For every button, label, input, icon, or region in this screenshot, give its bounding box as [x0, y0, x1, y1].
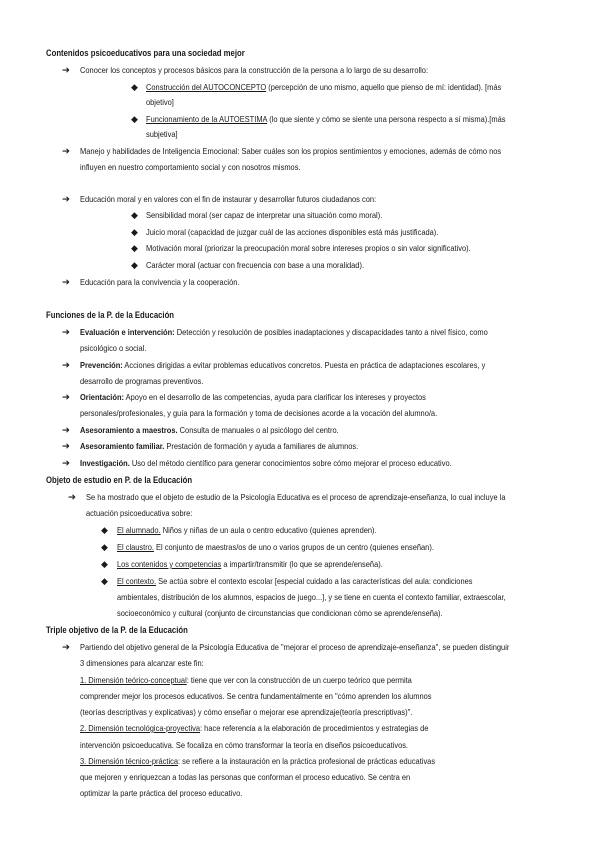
sub-bullet-text [117, 525, 377, 536]
bullet-text [80, 327, 488, 338]
dimension-text: comprender mejor los procesos educativos. Se centra fundamentalmente en "cómo aprenden los alumnos [80, 691, 432, 701]
dimension-text: (teorías descriptivas y explicativas) y cómo enseñar o mejorar ese aprendizaje(teoría prescriptivas)". [80, 707, 413, 717]
term: 3. Dimensión técnico-práctica [80, 756, 178, 766]
text: Consulta de manuales o al psicólogo del centro. [177, 425, 339, 435]
bullet-text [80, 360, 485, 371]
sub-bullet-text: objetivo] [146, 97, 174, 107]
arrow-bullet-icon: ➔ [62, 146, 70, 157]
bullet-text [80, 392, 426, 403]
text: (percepción de uno mismo, aquello que pienso de mí: identidad). [más [266, 82, 502, 92]
arrow-bullet-icon: ➔ [62, 327, 70, 338]
arrow-bullet-icon: ➔ [62, 392, 70, 403]
sub-bullet-text [146, 114, 505, 125]
diamond-bullet-icon: ◆ [101, 542, 108, 552]
bullet-text: desarrollo de programas preventivos. [80, 376, 204, 386]
term: Asesoramiento a maestros. [80, 425, 178, 435]
arrow-bullet-icon: ➔ [62, 441, 70, 452]
dimension-text [80, 723, 428, 734]
text: El conjunto de maestras/os de uno o varios grupos de un centro (quienes enseñan). [153, 542, 434, 552]
dimension-text [80, 675, 412, 686]
bullet-text: Manejo y habilidades de Inteligencia Emocional: Saber cuáles son los propios sentimientos y emociones, además de cómo nos [80, 146, 502, 156]
term: Evaluación e intervención: [80, 327, 175, 337]
arrow-bullet-icon: ➔ [68, 492, 76, 503]
sub-bullet-text: Carácter moral (actuar con frecuencia con base a una moralidad). [146, 260, 365, 270]
text: Acciones dirigidas a evitar problemas educativos concretos. Puesta en práctica de adaptaciones escolares, y [122, 360, 486, 370]
text: Niños y niñas de un aula o centro educativo (quienes aprenden). [160, 525, 377, 535]
bullet-text: Educación para la convivencia y la cooperación. [80, 277, 240, 287]
section-heading-funciones: Funciones de la P. de la Educación [46, 310, 175, 320]
bullet-text: personales/profesionales, y guía para la formación y toma de decisiones acorde a la vocación del alumno/a. [80, 408, 438, 418]
term: Investigación. [80, 458, 130, 468]
bullet-text [80, 458, 452, 469]
bullet-text [80, 441, 358, 452]
bullet-text: Partiendo del objetivo general de la Psicología Educativa de "mejorar el proceso de aprendizaje-enseñanza", se pueden distinguir [80, 642, 510, 652]
arrow-bullet-icon: ➔ [62, 642, 70, 653]
bullet-text: Conocer los conceptos y procesos básicos para la construcción de la persona a lo largo de su desarrollo: [80, 65, 429, 75]
term: El contexto. [117, 576, 157, 586]
term: El alumnado. [117, 525, 161, 535]
arrow-bullet-icon: ➔ [62, 425, 70, 436]
arrow-bullet-icon: ➔ [62, 277, 70, 288]
sub-bullet-text: subjetiva] [146, 129, 178, 139]
term: Construcción del AUTOCONCEPTO [146, 82, 267, 92]
diamond-bullet-icon: ◆ [131, 260, 138, 270]
arrow-bullet-icon: ➔ [62, 65, 70, 76]
sub-bullet-text [117, 542, 434, 553]
section-heading-contenidos: Contenidos psicoeducativos para una sociedad mejor [46, 48, 245, 58]
text: : se refiere a la instauración en la práctica profesional de prácticas educativas [177, 756, 436, 766]
bullet-text: 3 dimensiones para alcanzar este fin: [80, 658, 204, 668]
dimension-text [80, 756, 435, 767]
diamond-bullet-icon: ◆ [131, 243, 138, 253]
section-heading-triple: Triple objetivo de la P. de la Educación [46, 625, 188, 635]
term: Los contenidos y competencias [117, 559, 222, 569]
sub-bullet-text: Sensibilidad moral (ser capaz de interpretar una situación como moral). [146, 210, 383, 220]
diamond-bullet-icon: ◆ [101, 576, 108, 586]
term: El claustro. [117, 542, 154, 552]
text: Se actúa sobre el contexto escolar [especial cuidado a las características del aula: condiciones [156, 576, 473, 586]
sub-bullet-text: Motivación moral (priorizar la preocupación moral sobre intereses propios o sin valor significativo). [146, 243, 471, 253]
text: : hace referencia a la elaboración de procedimientos y estrategias de [200, 723, 429, 733]
bullet-text: influyen en nuestro comportamiento social y con nosotros mismos. [80, 162, 301, 172]
text: : tiene que ver con la construcción de un cuerpo teórico que permita [186, 675, 412, 685]
text: Apoyo en el desarrollo de las competencias, ayuda para clarificar los intereses y proyectos [124, 392, 426, 402]
text: Uso del método científico para generar conocimientos sobre cómo mejorar el proceso educativo. [129, 458, 452, 468]
diamond-bullet-icon: ◆ [131, 210, 138, 220]
term: Prevención: [80, 360, 123, 370]
diamond-bullet-icon: ◆ [131, 82, 138, 92]
bullet-text: actuación psicoeducativa sobre: [86, 508, 193, 518]
term: 2. Dimensión tecnológica-proyectiva [80, 723, 201, 733]
text: (lo que siente y cómo se siente una persona respecto a sí misma).[más [267, 114, 506, 124]
bullet-text: Educación moral y en valores con el fin de instaurar y desarrollar futuros ciudadanos con: [80, 194, 377, 204]
text: a impartir/transmitir (lo que se aprende/enseña). [221, 559, 383, 569]
diamond-bullet-icon: ◆ [101, 525, 108, 535]
arrow-bullet-icon: ➔ [62, 194, 70, 205]
diamond-bullet-icon: ◆ [131, 227, 138, 237]
bullet-text: psicológico o social. [80, 343, 147, 353]
term: Asesoramiento familiar. [80, 441, 165, 451]
sub-bullet-text: Juicio moral (capacidad de juzgar cuál de las acciones disponibles está más justificada). [146, 227, 439, 237]
dimension-text: que mejoren y enriquezcan a todas las personas que conforman el proceso educativo. Se centra en [80, 772, 411, 782]
term: 1. Dimensión teórico-conceptual [80, 675, 187, 685]
sub-bullet-text [146, 82, 501, 93]
sub-bullet-text [117, 576, 473, 587]
text: Prestación de formación y ayuda a familiares de alumnos. [164, 441, 359, 451]
sub-bullet-text: ambientales, distribución de los alumnos, espacios de juego...], y se tiene en cuenta el contexto familiar, extraescolar, [117, 592, 506, 602]
text: Detección y resolución de posibles inadaptaciones y discapacidades tanto a nivel físico, como [174, 327, 488, 337]
term: Orientación: [80, 392, 125, 402]
sub-bullet-text: socioeconómico y cultural (conjunto de circunstancias que condicionan cómo se aprende/enseña). [117, 608, 443, 618]
arrow-bullet-icon: ➔ [62, 360, 70, 371]
sub-bullet-text [117, 559, 383, 570]
section-heading-objeto: Objeto de estudio en P. de la Educación [46, 475, 193, 485]
diamond-bullet-icon: ◆ [101, 559, 108, 569]
term: Funcionamiento de la AUTOESTIMA [146, 114, 268, 124]
bullet-text [80, 425, 339, 436]
dimension-text: intervención psicoeducativa. Se focaliza en cómo transformar la teoría en diseños psicoeducativos. [80, 740, 409, 750]
arrow-bullet-icon: ➔ [62, 458, 70, 469]
diamond-bullet-icon: ◆ [131, 114, 138, 124]
dimension-text: optimizar la parte práctica del proceso educativo. [80, 788, 243, 798]
bullet-text: Se ha mostrado que el objeto de estudio de la Psicología Educativa es el proceso de aprendizaje-enseñanza, lo cual incluye la [86, 492, 506, 502]
